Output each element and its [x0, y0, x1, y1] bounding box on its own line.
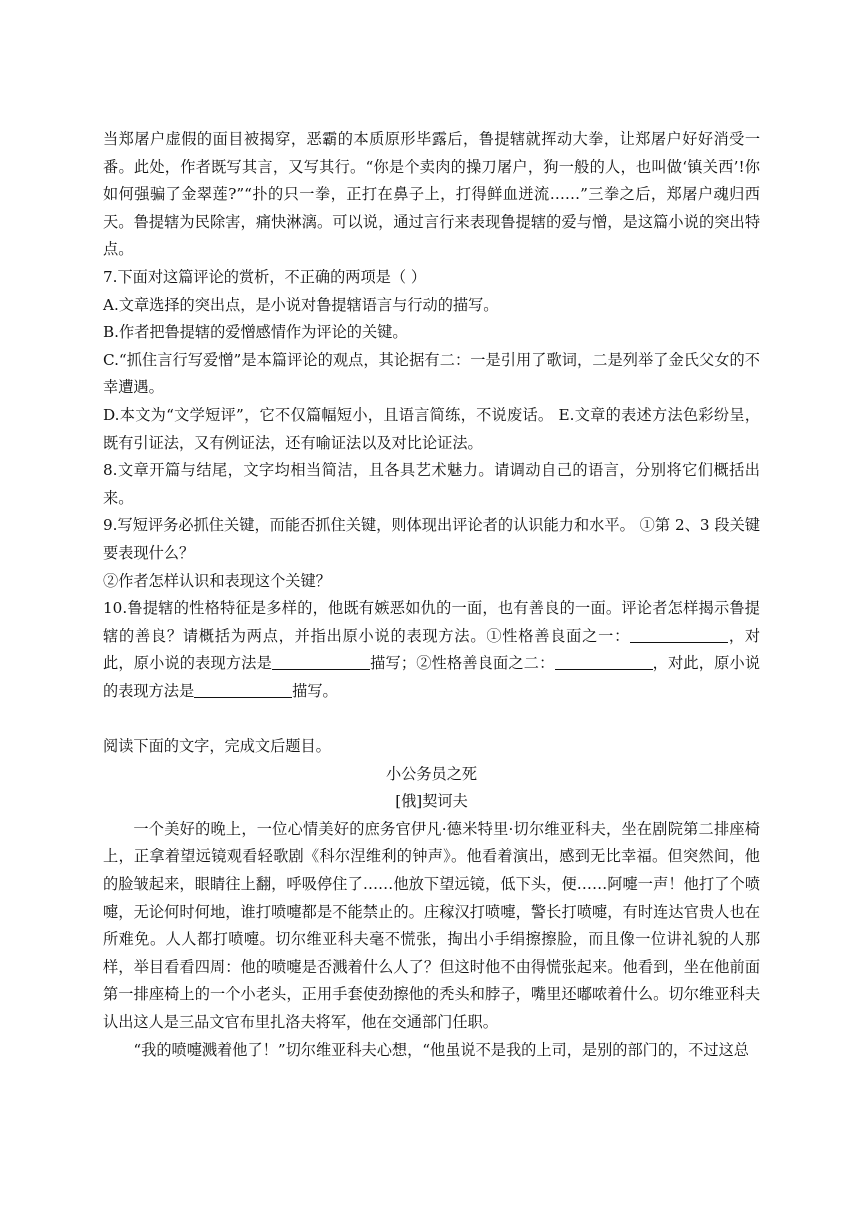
document-page [103, 126, 760, 1064]
question-10-text-4: 描写。 [292, 681, 338, 700]
question-7-stem: 7.下面对这篇评论的赏析，不正确的两项是（ ） [103, 267, 427, 286]
question-7-option-b: B.作者把鲁提辖的爱憎感情作为评论的关键。 [103, 323, 408, 342]
answer-blank-3[interactable] [555, 654, 653, 670]
question-10 [103, 595, 760, 705]
answer-blank-4[interactable] [194, 682, 292, 698]
answer-blank-1[interactable] [630, 627, 728, 643]
story-author: [俄]契诃夫 [395, 792, 468, 811]
story-paragraph-2: “我的喷嚏溅着他了！”切尔维亚科夫心想，“他虽说不是我的上司，是别的部门的，不过这总 [133, 1040, 749, 1059]
question-10-text-3: ，对此，原小说的表现方法是 [103, 654, 761, 700]
question-10-text-1: ，对此，原小说的表现方法是 [103, 626, 761, 673]
question-9-stem: 9.写短评务必抓住关键，而能否抓住关键，则体现出评论者的认识能力和水平。 ①第 2、3 段关键要表现什么？ [103, 516, 760, 562]
section-gap [103, 705, 760, 733]
question-10-intro: 10.鲁提辖的性格特征是多样的，他既有嫉恶如仇的一面，也有善良的一面。评论者怎样揭示鲁提辖的善良？请概括为两点，并指出原小说的表现方法。①性格善良面之一： [103, 599, 760, 645]
story-title: 小公务员之死 [385, 764, 478, 783]
question-9-sub2: ②作者怎样认识和表现这个关键？ [103, 571, 331, 590]
question-10-text-2: 描写；②性格善良面之二： [369, 654, 555, 673]
question-7-option-c: C.“抓住言行写爱憎”是本篇评论的观点，其论据有二：一是引用了歌词，二是列举了金氏父女的不幸遭遇。 [103, 350, 760, 397]
reading-prompt: 阅读下面的文字，完成文后题目。 [103, 737, 331, 756]
question-7-option-de: D.本文为“文学短评”，它不仅篇幅短小，且语言简练，不说废话。 E.文章的表述方法色彩纷呈，既有引证法，又有例证法，还有喻证法以及对比论证法。 [103, 405, 760, 452]
answer-blank-2[interactable] [272, 654, 370, 670]
question-7-option-a: A.文章选择的突出点，是小说对鲁提辖语言与行动的描写。 [103, 295, 499, 314]
story-paragraph-1: 一个美好的晚上，一位心情美好的庶务官伊凡·德米特里·切尔维亚科夫，坐在剧院第二排座椅上，正拿着望远镜观看轻歌剧《科尔涅维利的钟声》。他看着演出，感到无比幸福。但突然间，他的脸皱起来，眼睛往上翻，呼吸停住了……他放下望远镜，低下头，便……阿嚏一声！他打了个喷嚏，无论何时何地，谁打喷嚏都是不能禁止的。庄稼汉打喷嚏，警长打喷嚏，有时连达官贵人也在所难免。人人都打喷嚏。切尔维亚科夫毫不慌张，掏出小手绢擦擦脸，而且像一位讲礼貌的人那样，举目看看四周：他的喷嚏是否溅着什么人了？但这时他不由得慌张起来。他看到，坐在他前面第一排座椅上的一个小老头，正用手套使劲擦他的秃头和脖子，嘴里还嘟哝着什么。切尔维亚科夫认出这人是三品文官布里扎洛夫将军，他在交通部门任职。 [103, 819, 760, 1031]
passage-tail: 当郑屠户虚假的面目被揭穿，恶霸的本质原形毕露后，鲁提辖就挥动大拳，让郑屠户好好消受一番。此处，作者既写其言，又写其行。“你是个卖肉的操刀屠户，狗一般的人，也叫做‘镇关西’!你如何强骗了金翠莲?”“扑的只一拳，正打在鼻子上，打得鲜血迸流……”三拳之后，郑屠户魂归西天。鲁提辖为民除害，痛快淋漓。可以说，通过言行来表现鲁提辖的爱与憎，是这篇小说的突出特点。 [103, 130, 760, 259]
question-8: 8.文章开篇与结尾，文字均相当简洁，且各具艺术魅力。请调动自己的语言，分别将它们概括出来。 [103, 461, 760, 507]
